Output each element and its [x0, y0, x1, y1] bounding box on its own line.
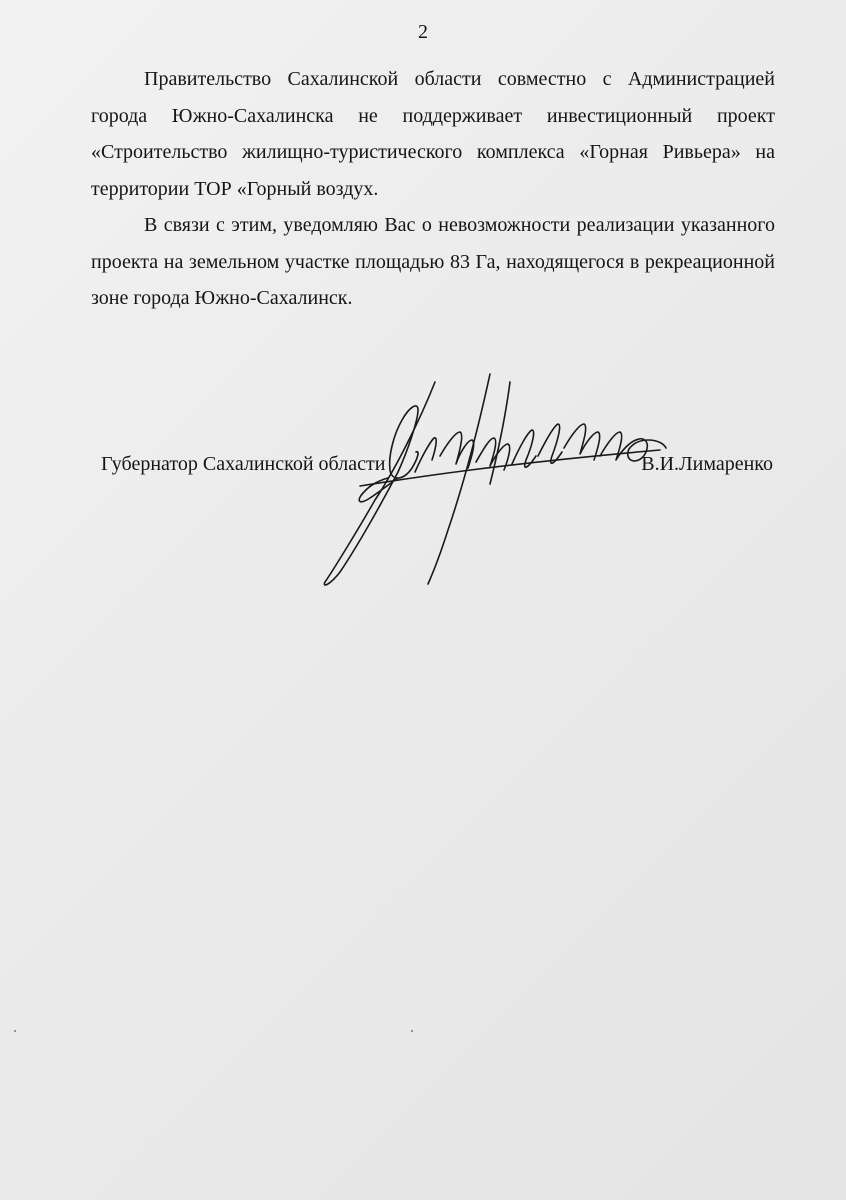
signer-name: В.И.Лимаренко	[641, 453, 773, 475]
handwritten-signature	[300, 360, 680, 600]
paragraph-1: Правительство Сахалинской области совместно с Администрацией города Южно-Сахалинска не поддерживает инвестиционный проект «Строительство жилищно-туристического комплекса «Горная Ривьера» на территории ТОР «Горный воздух.	[91, 68, 775, 200]
signer-position: Губернатор Сахалинской области	[101, 453, 386, 475]
page-number: 2	[418, 21, 428, 43]
paragraph-2: В связи с этим, уведомляю Вас о невозможности реализации указанного проекта на земельном участке площадью 83 Га, находящегося в рекреационной зоне города Южно-Сахалинск.	[91, 214, 775, 309]
scan-speck	[14, 1030, 16, 1032]
letter-body	[91, 61, 775, 317]
scan-speck	[411, 1030, 413, 1032]
